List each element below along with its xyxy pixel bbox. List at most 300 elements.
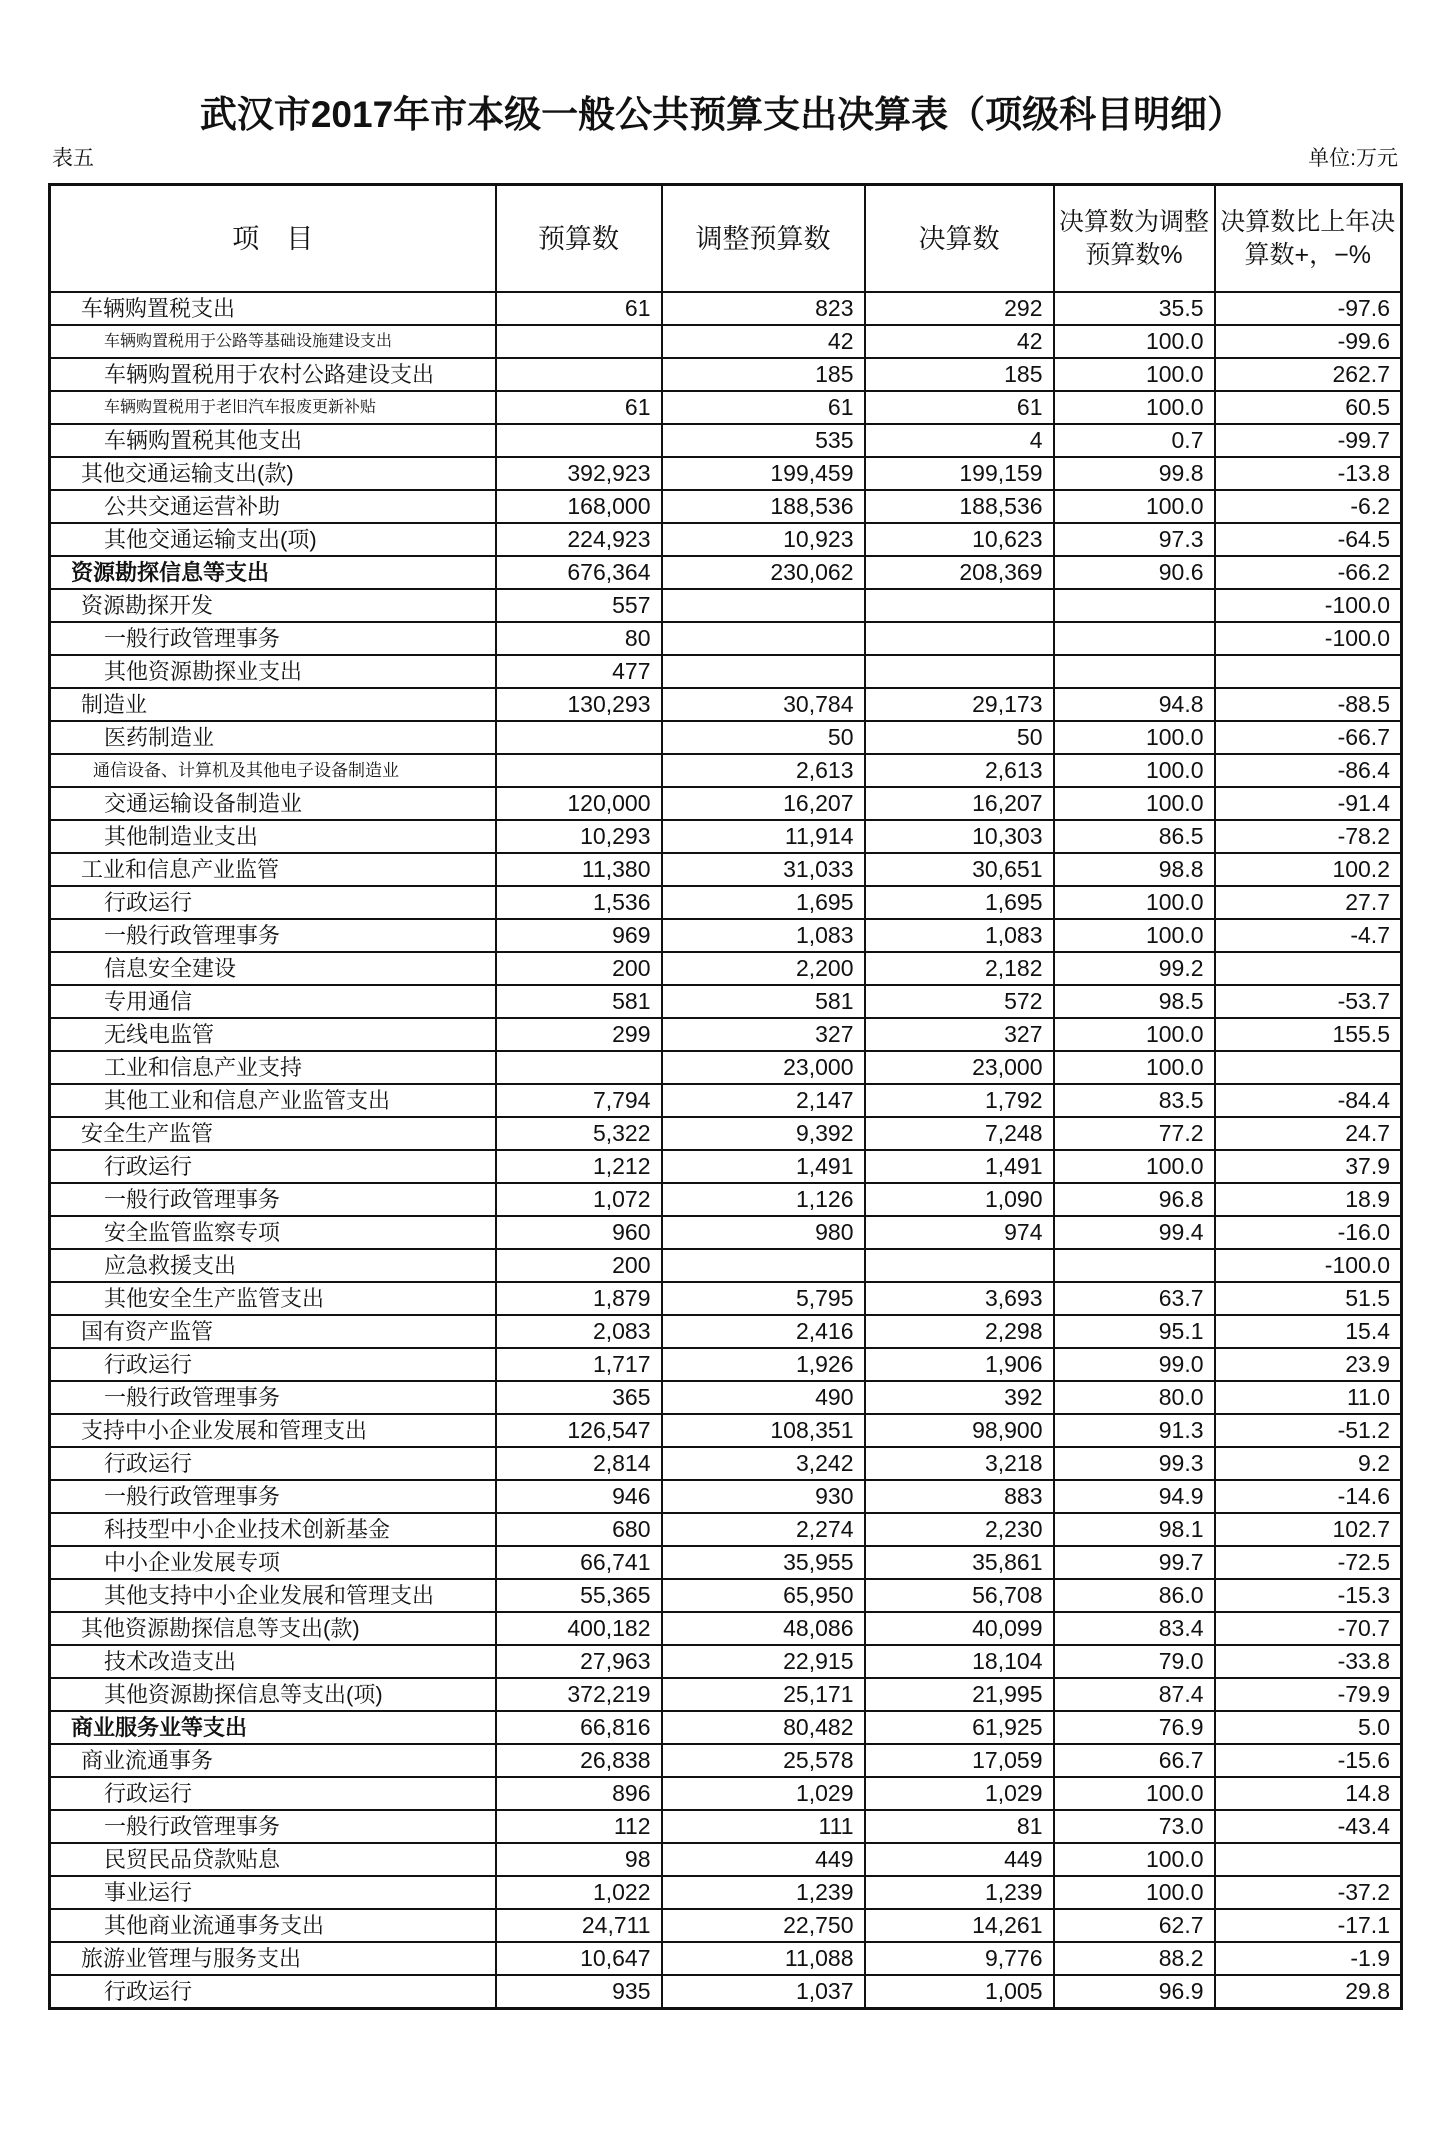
table-row bbox=[50, 1183, 1402, 1216]
final-accounts-cell: 16,207 bbox=[865, 787, 1054, 820]
yoy-change-cell: 37.9 bbox=[1215, 1150, 1402, 1183]
yoy-change-cell: 262.7 bbox=[1215, 358, 1402, 391]
item-cell: 其他支持中小企业发展和管理支出 bbox=[50, 1579, 496, 1612]
final-accounts-cell: 4 bbox=[865, 424, 1054, 457]
header-budget: 预算数 bbox=[496, 185, 662, 293]
budget-cell: 946 bbox=[496, 1480, 662, 1513]
final-accounts-cell: 61,925 bbox=[865, 1711, 1054, 1744]
table-row bbox=[50, 1084, 1402, 1117]
budget-cell: 299 bbox=[496, 1018, 662, 1051]
item-cell: 车辆购置税用于公路等基础设施建设支出 bbox=[50, 325, 496, 358]
table-row bbox=[50, 589, 1402, 622]
adjusted-budget-cell: 1,695 bbox=[662, 886, 865, 919]
item-cell: 行政运行 bbox=[50, 1447, 496, 1480]
budget-cell: 120,000 bbox=[496, 787, 662, 820]
adjusted-budget-cell: 2,416 bbox=[662, 1315, 865, 1348]
item-cell: 其他资源勘探业支出 bbox=[50, 655, 496, 688]
table-row bbox=[50, 358, 1402, 391]
item-cell: 一般行政管理事务 bbox=[50, 1183, 496, 1216]
table-row bbox=[50, 985, 1402, 1018]
table-row bbox=[50, 1810, 1402, 1843]
pct-of-adjusted-cell: 100.0 bbox=[1054, 1051, 1215, 1084]
item-cell: 行政运行 bbox=[50, 1150, 496, 1183]
budget-cell: 557 bbox=[496, 589, 662, 622]
budget-cell: 27,963 bbox=[496, 1645, 662, 1678]
pct-of-adjusted-cell: 0.7 bbox=[1054, 424, 1215, 457]
table-row bbox=[50, 1678, 1402, 1711]
budget-cell: 676,364 bbox=[496, 556, 662, 589]
table-row bbox=[50, 1414, 1402, 1447]
yoy-change-cell: 100.2 bbox=[1215, 853, 1402, 886]
item-cell: 行政运行 bbox=[50, 886, 496, 919]
table-row bbox=[50, 886, 1402, 919]
final-accounts-cell: 1,906 bbox=[865, 1348, 1054, 1381]
table-row bbox=[50, 1348, 1402, 1381]
final-accounts-cell: 81 bbox=[865, 1810, 1054, 1843]
final-accounts-cell: 21,995 bbox=[865, 1678, 1054, 1711]
pct-of-adjusted-cell: 73.0 bbox=[1054, 1810, 1215, 1843]
item-cell: 旅游业管理与服务支出 bbox=[50, 1942, 496, 1975]
pct-of-adjusted-cell: 100.0 bbox=[1054, 1018, 1215, 1051]
budget-cell: 61 bbox=[496, 391, 662, 424]
yoy-change-cell: -17.1 bbox=[1215, 1909, 1402, 1942]
table-row bbox=[50, 1051, 1402, 1084]
budget-cell: 477 bbox=[496, 655, 662, 688]
adjusted-budget-cell: 1,037 bbox=[662, 1975, 865, 2009]
adjusted-budget-cell: 930 bbox=[662, 1480, 865, 1513]
table-row bbox=[50, 754, 1402, 787]
final-accounts-cell: 1,239 bbox=[865, 1876, 1054, 1909]
pct-of-adjusted-cell: 79.0 bbox=[1054, 1645, 1215, 1678]
budget-cell bbox=[496, 754, 662, 787]
table-number-label: 表五 bbox=[52, 147, 94, 170]
table-row bbox=[50, 1942, 1402, 1975]
item-cell: 通信设备、计算机及其他电子设备制造业 bbox=[50, 754, 496, 787]
yoy-change-cell: 24.7 bbox=[1215, 1117, 1402, 1150]
budget-cell: 2,083 bbox=[496, 1315, 662, 1348]
item-cell: 车辆购置税用于老旧汽车报废更新补贴 bbox=[50, 391, 496, 424]
final-accounts-cell: 35,861 bbox=[865, 1546, 1054, 1579]
budget-cell: 1,072 bbox=[496, 1183, 662, 1216]
table-row bbox=[50, 1282, 1402, 1315]
pct-of-adjusted-cell: 100.0 bbox=[1054, 391, 1215, 424]
adjusted-budget-cell: 1,239 bbox=[662, 1876, 865, 1909]
item-cell: 一般行政管理事务 bbox=[50, 1381, 496, 1414]
adjusted-budget-cell: 1,491 bbox=[662, 1150, 865, 1183]
pct-of-adjusted-cell: 90.6 bbox=[1054, 556, 1215, 589]
final-accounts-cell: 449 bbox=[865, 1843, 1054, 1876]
pct-of-adjusted-cell: 99.8 bbox=[1054, 457, 1215, 490]
table-row bbox=[50, 1612, 1402, 1645]
adjusted-budget-cell: 25,578 bbox=[662, 1744, 865, 1777]
pct-of-adjusted-cell: 35.5 bbox=[1054, 292, 1215, 325]
budget-cell: 55,365 bbox=[496, 1579, 662, 1612]
yoy-change-cell: -13.8 bbox=[1215, 457, 1402, 490]
final-accounts-cell: 17,059 bbox=[865, 1744, 1054, 1777]
yoy-change-cell: 14.8 bbox=[1215, 1777, 1402, 1810]
budget-cell: 680 bbox=[496, 1513, 662, 1546]
yoy-change-cell: 29.8 bbox=[1215, 1975, 1402, 2009]
yoy-change-cell: -37.2 bbox=[1215, 1876, 1402, 1909]
budget-cell: 960 bbox=[496, 1216, 662, 1249]
item-cell: 其他交通运输支出(款) bbox=[50, 457, 496, 490]
yoy-change-cell: -91.4 bbox=[1215, 787, 1402, 820]
adjusted-budget-cell: 3,242 bbox=[662, 1447, 865, 1480]
final-accounts-cell: 18,104 bbox=[865, 1645, 1054, 1678]
header-adjusted-budget: 调整预算数 bbox=[662, 185, 865, 293]
yoy-change-cell bbox=[1215, 952, 1402, 985]
table-row bbox=[50, 1546, 1402, 1579]
budget-cell: 200 bbox=[496, 1249, 662, 1282]
budget-cell: 11,380 bbox=[496, 853, 662, 886]
final-accounts-cell: 883 bbox=[865, 1480, 1054, 1513]
yoy-change-cell bbox=[1215, 655, 1402, 688]
budget-cell bbox=[496, 424, 662, 457]
final-accounts-cell: 3,693 bbox=[865, 1282, 1054, 1315]
item-cell: 车辆购置税用于农村公路建设支出 bbox=[50, 358, 496, 391]
table-row bbox=[50, 820, 1402, 853]
yoy-change-cell: -6.2 bbox=[1215, 490, 1402, 523]
yoy-change-cell: -4.7 bbox=[1215, 919, 1402, 952]
adjusted-budget-cell: 823 bbox=[662, 292, 865, 325]
yoy-change-cell: 15.4 bbox=[1215, 1315, 1402, 1348]
table-row bbox=[50, 1777, 1402, 1810]
adjusted-budget-cell: 535 bbox=[662, 424, 865, 457]
yoy-change-cell: 102.7 bbox=[1215, 1513, 1402, 1546]
final-accounts-cell: 2,298 bbox=[865, 1315, 1054, 1348]
pct-of-adjusted-cell: 86.5 bbox=[1054, 820, 1215, 853]
adjusted-budget-cell: 16,207 bbox=[662, 787, 865, 820]
table-row bbox=[50, 1480, 1402, 1513]
pct-of-adjusted-cell bbox=[1054, 1249, 1215, 1282]
budget-cell bbox=[496, 325, 662, 358]
adjusted-budget-cell: 188,536 bbox=[662, 490, 865, 523]
pct-of-adjusted-cell: 80.0 bbox=[1054, 1381, 1215, 1414]
adjusted-budget-cell: 2,613 bbox=[662, 754, 865, 787]
budget-cell: 126,547 bbox=[496, 1414, 662, 1447]
yoy-change-cell: -51.2 bbox=[1215, 1414, 1402, 1447]
item-cell: 其他交通运输支出(项) bbox=[50, 523, 496, 556]
yoy-change-cell: -64.5 bbox=[1215, 523, 1402, 556]
yoy-change-cell: 60.5 bbox=[1215, 391, 1402, 424]
yoy-change-cell: -15.3 bbox=[1215, 1579, 1402, 1612]
table-row bbox=[50, 490, 1402, 523]
table-row bbox=[50, 1150, 1402, 1183]
budget-cell bbox=[496, 358, 662, 391]
table-row bbox=[50, 1711, 1402, 1744]
item-cell: 一般行政管理事务 bbox=[50, 1810, 496, 1843]
table-row bbox=[50, 787, 1402, 820]
item-cell: 其他资源勘探信息等支出(款) bbox=[50, 1612, 496, 1645]
budget-cell: 372,219 bbox=[496, 1678, 662, 1711]
budget-cell: 969 bbox=[496, 919, 662, 952]
pct-of-adjusted-cell: 98.5 bbox=[1054, 985, 1215, 1018]
adjusted-budget-cell: 10,923 bbox=[662, 523, 865, 556]
budget-cell: 400,182 bbox=[496, 1612, 662, 1645]
table-row bbox=[50, 1117, 1402, 1150]
item-cell: 一般行政管理事务 bbox=[50, 919, 496, 952]
yoy-change-cell: -72.5 bbox=[1215, 1546, 1402, 1579]
item-cell: 医药制造业 bbox=[50, 721, 496, 754]
yoy-change-cell: -43.4 bbox=[1215, 1810, 1402, 1843]
pct-of-adjusted-cell: 77.2 bbox=[1054, 1117, 1215, 1150]
pct-of-adjusted-cell: 76.9 bbox=[1054, 1711, 1215, 1744]
final-accounts-cell: 9,776 bbox=[865, 1942, 1054, 1975]
pct-of-adjusted-cell: 99.2 bbox=[1054, 952, 1215, 985]
pct-of-adjusted-cell: 100.0 bbox=[1054, 754, 1215, 787]
final-accounts-cell: 29,173 bbox=[865, 688, 1054, 721]
item-cell: 车辆购置税其他支出 bbox=[50, 424, 496, 457]
header-item: 项 目 bbox=[50, 185, 496, 293]
budget-cell: 1,717 bbox=[496, 1348, 662, 1381]
budget-cell: 98 bbox=[496, 1843, 662, 1876]
adjusted-budget-cell: 5,795 bbox=[662, 1282, 865, 1315]
pct-of-adjusted-cell: 99.0 bbox=[1054, 1348, 1215, 1381]
item-cell: 其他资源勘探信息等支出(项) bbox=[50, 1678, 496, 1711]
yoy-change-cell: -84.4 bbox=[1215, 1084, 1402, 1117]
budget-cell: 10,293 bbox=[496, 820, 662, 853]
final-accounts-cell: 188,536 bbox=[865, 490, 1054, 523]
item-cell: 应急救援支出 bbox=[50, 1249, 496, 1282]
pct-of-adjusted-cell: 95.1 bbox=[1054, 1315, 1215, 1348]
yoy-change-cell: -16.0 bbox=[1215, 1216, 1402, 1249]
pct-of-adjusted-cell: 86.0 bbox=[1054, 1579, 1215, 1612]
table-row bbox=[50, 1513, 1402, 1546]
item-cell: 一般行政管理事务 bbox=[50, 1480, 496, 1513]
item-cell: 其他安全生产监管支出 bbox=[50, 1282, 496, 1315]
final-accounts-cell: 292 bbox=[865, 292, 1054, 325]
adjusted-budget-cell bbox=[662, 589, 865, 622]
yoy-change-cell: 155.5 bbox=[1215, 1018, 1402, 1051]
pct-of-adjusted-cell: 98.8 bbox=[1054, 853, 1215, 886]
yoy-change-cell: 51.5 bbox=[1215, 1282, 1402, 1315]
table-row bbox=[50, 1579, 1402, 1612]
pct-of-adjusted-cell: 97.3 bbox=[1054, 523, 1215, 556]
adjusted-budget-cell bbox=[662, 655, 865, 688]
final-accounts-cell: 3,218 bbox=[865, 1447, 1054, 1480]
final-accounts-cell: 2,182 bbox=[865, 952, 1054, 985]
table-row bbox=[50, 688, 1402, 721]
yoy-change-cell: -99.6 bbox=[1215, 325, 1402, 358]
yoy-change-cell: -70.7 bbox=[1215, 1612, 1402, 1645]
budget-cell: 392,923 bbox=[496, 457, 662, 490]
budget-cell: 1,212 bbox=[496, 1150, 662, 1183]
table-row bbox=[50, 424, 1402, 457]
final-accounts-cell bbox=[865, 622, 1054, 655]
item-cell: 事业运行 bbox=[50, 1876, 496, 1909]
yoy-change-cell: -33.8 bbox=[1215, 1645, 1402, 1678]
pct-of-adjusted-cell: 100.0 bbox=[1054, 325, 1215, 358]
pct-of-adjusted-cell: 96.8 bbox=[1054, 1183, 1215, 1216]
adjusted-budget-cell: 199,459 bbox=[662, 457, 865, 490]
yoy-change-cell: -88.5 bbox=[1215, 688, 1402, 721]
budget-cell: 365 bbox=[496, 1381, 662, 1414]
budget-cell: 1,879 bbox=[496, 1282, 662, 1315]
item-cell: 其他制造业支出 bbox=[50, 820, 496, 853]
budget-table bbox=[48, 183, 1403, 2010]
pct-of-adjusted-cell: 94.8 bbox=[1054, 688, 1215, 721]
final-accounts-cell: 185 bbox=[865, 358, 1054, 391]
adjusted-budget-cell: 22,915 bbox=[662, 1645, 865, 1678]
item-cell: 工业和信息产业监管 bbox=[50, 853, 496, 886]
adjusted-budget-cell: 48,086 bbox=[662, 1612, 865, 1645]
pct-of-adjusted-cell: 100.0 bbox=[1054, 787, 1215, 820]
table-row bbox=[50, 1249, 1402, 1282]
final-accounts-cell: 1,029 bbox=[865, 1777, 1054, 1810]
yoy-change-cell: -99.7 bbox=[1215, 424, 1402, 457]
yoy-change-cell: -66.2 bbox=[1215, 556, 1402, 589]
budget-cell bbox=[496, 721, 662, 754]
table-row bbox=[50, 1909, 1402, 1942]
yoy-change-cell: 23.9 bbox=[1215, 1348, 1402, 1381]
adjusted-budget-cell: 1,029 bbox=[662, 1777, 865, 1810]
pct-of-adjusted-cell bbox=[1054, 655, 1215, 688]
final-accounts-cell: 1,792 bbox=[865, 1084, 1054, 1117]
budget-cell bbox=[496, 1051, 662, 1084]
final-accounts-cell: 40,099 bbox=[865, 1612, 1054, 1645]
budget-cell: 581 bbox=[496, 985, 662, 1018]
pct-of-adjusted-cell: 63.7 bbox=[1054, 1282, 1215, 1315]
budget-cell: 896 bbox=[496, 1777, 662, 1810]
adjusted-budget-cell bbox=[662, 622, 865, 655]
table-row bbox=[50, 721, 1402, 754]
budget-cell: 112 bbox=[496, 1810, 662, 1843]
pct-of-adjusted-cell: 87.4 bbox=[1054, 1678, 1215, 1711]
pct-of-adjusted-cell: 99.3 bbox=[1054, 1447, 1215, 1480]
adjusted-budget-cell: 581 bbox=[662, 985, 865, 1018]
item-cell: 中小企业发展专项 bbox=[50, 1546, 496, 1579]
yoy-change-cell: -53.7 bbox=[1215, 985, 1402, 1018]
yoy-change-cell: -1.9 bbox=[1215, 1942, 1402, 1975]
item-cell: 行政运行 bbox=[50, 1975, 496, 2009]
budget-cell: 5,322 bbox=[496, 1117, 662, 1150]
header-pct-of-adjusted: 决算数为调整预算数% bbox=[1054, 185, 1215, 293]
table-row bbox=[50, 1018, 1402, 1051]
final-accounts-cell: 392 bbox=[865, 1381, 1054, 1414]
adjusted-budget-cell: 65,950 bbox=[662, 1579, 865, 1612]
yoy-change-cell: 27.7 bbox=[1215, 886, 1402, 919]
pct-of-adjusted-cell: 99.7 bbox=[1054, 1546, 1215, 1579]
item-cell: 安全监管监察专项 bbox=[50, 1216, 496, 1249]
final-accounts-cell: 1,695 bbox=[865, 886, 1054, 919]
final-accounts-cell: 42 bbox=[865, 325, 1054, 358]
final-accounts-cell: 10,303 bbox=[865, 820, 1054, 853]
table-row bbox=[50, 853, 1402, 886]
item-cell: 其他工业和信息产业监管支出 bbox=[50, 1084, 496, 1117]
budget-cell: 61 bbox=[496, 292, 662, 325]
final-accounts-cell: 7,248 bbox=[865, 1117, 1054, 1150]
final-accounts-cell: 572 bbox=[865, 985, 1054, 1018]
budget-cell: 26,838 bbox=[496, 1744, 662, 1777]
table-row bbox=[50, 1381, 1402, 1414]
final-accounts-cell: 1,491 bbox=[865, 1150, 1054, 1183]
adjusted-budget-cell: 1,126 bbox=[662, 1183, 865, 1216]
table-row bbox=[50, 457, 1402, 490]
adjusted-budget-cell: 25,171 bbox=[662, 1678, 865, 1711]
adjusted-budget-cell: 2,274 bbox=[662, 1513, 865, 1546]
table-row bbox=[50, 523, 1402, 556]
pct-of-adjusted-cell: 66.7 bbox=[1054, 1744, 1215, 1777]
adjusted-budget-cell: 9,392 bbox=[662, 1117, 865, 1150]
pct-of-adjusted-cell: 83.4 bbox=[1054, 1612, 1215, 1645]
pct-of-adjusted-cell: 88.2 bbox=[1054, 1942, 1215, 1975]
final-accounts-cell: 61 bbox=[865, 391, 1054, 424]
item-cell: 行政运行 bbox=[50, 1777, 496, 1810]
final-accounts-cell: 14,261 bbox=[865, 1909, 1054, 1942]
budget-cell: 1,022 bbox=[496, 1876, 662, 1909]
item-cell: 公共交通运营补助 bbox=[50, 490, 496, 523]
final-accounts-cell: 98,900 bbox=[865, 1414, 1054, 1447]
adjusted-budget-cell: 980 bbox=[662, 1216, 865, 1249]
adjusted-budget-cell: 1,926 bbox=[662, 1348, 865, 1381]
adjusted-budget-cell: 22,750 bbox=[662, 1909, 865, 1942]
budget-cell: 66,741 bbox=[496, 1546, 662, 1579]
final-accounts-cell: 2,230 bbox=[865, 1513, 1054, 1546]
adjusted-budget-cell: 80,482 bbox=[662, 1711, 865, 1744]
table-row bbox=[50, 952, 1402, 985]
pct-of-adjusted-cell: 83.5 bbox=[1054, 1084, 1215, 1117]
adjusted-budget-cell: 42 bbox=[662, 325, 865, 358]
adjusted-budget-cell: 61 bbox=[662, 391, 865, 424]
adjusted-budget-cell: 327 bbox=[662, 1018, 865, 1051]
yoy-change-cell: -100.0 bbox=[1215, 589, 1402, 622]
item-cell: 信息安全建设 bbox=[50, 952, 496, 985]
page-title: 武汉市2017年市本级一般公共预算支出决算表（项级科目明细） bbox=[199, 94, 1245, 135]
yoy-change-cell: -66.7 bbox=[1215, 721, 1402, 754]
budget-cell: 224,923 bbox=[496, 523, 662, 556]
item-cell: 科技型中小企业技术创新基金 bbox=[50, 1513, 496, 1546]
pct-of-adjusted-cell: 100.0 bbox=[1054, 919, 1215, 952]
item-cell: 无线电监管 bbox=[50, 1018, 496, 1051]
item-cell: 专用通信 bbox=[50, 985, 496, 1018]
final-accounts-cell: 30,651 bbox=[865, 853, 1054, 886]
item-cell: 民贸民品贷款贴息 bbox=[50, 1843, 496, 1876]
adjusted-budget-cell: 185 bbox=[662, 358, 865, 391]
final-accounts-cell: 327 bbox=[865, 1018, 1054, 1051]
budget-cell: 1,536 bbox=[496, 886, 662, 919]
budget-cell: 130,293 bbox=[496, 688, 662, 721]
budget-cell: 7,794 bbox=[496, 1084, 662, 1117]
yoy-change-cell: -97.6 bbox=[1215, 292, 1402, 325]
budget-cell: 80 bbox=[496, 622, 662, 655]
item-cell: 工业和信息产业支持 bbox=[50, 1051, 496, 1084]
final-accounts-cell: 208,369 bbox=[865, 556, 1054, 589]
adjusted-budget-cell: 449 bbox=[662, 1843, 865, 1876]
budget-cell: 66,816 bbox=[496, 1711, 662, 1744]
adjusted-budget-cell: 23,000 bbox=[662, 1051, 865, 1084]
yoy-change-cell: 5.0 bbox=[1215, 1711, 1402, 1744]
final-accounts-cell: 974 bbox=[865, 1216, 1054, 1249]
item-cell: 资源勘探开发 bbox=[50, 589, 496, 622]
yoy-change-cell bbox=[1215, 1843, 1402, 1876]
item-cell: 其他商业流通事务支出 bbox=[50, 1909, 496, 1942]
item-cell: 车辆购置税支出 bbox=[50, 292, 496, 325]
table-row bbox=[50, 622, 1402, 655]
yoy-change-cell: 9.2 bbox=[1215, 1447, 1402, 1480]
table-row bbox=[50, 1876, 1402, 1909]
final-accounts-cell: 1,005 bbox=[865, 1975, 1054, 2009]
final-accounts-cell: 56,708 bbox=[865, 1579, 1054, 1612]
adjusted-budget-cell: 2,147 bbox=[662, 1084, 865, 1117]
pct-of-adjusted-cell: 100.0 bbox=[1054, 490, 1215, 523]
adjusted-budget-cell: 2,200 bbox=[662, 952, 865, 985]
budget-cell: 200 bbox=[496, 952, 662, 985]
table-row bbox=[50, 1843, 1402, 1876]
yoy-change-cell: -14.6 bbox=[1215, 1480, 1402, 1513]
final-accounts-cell bbox=[865, 655, 1054, 688]
adjusted-budget-cell: 11,914 bbox=[662, 820, 865, 853]
item-cell: 交通运输设备制造业 bbox=[50, 787, 496, 820]
